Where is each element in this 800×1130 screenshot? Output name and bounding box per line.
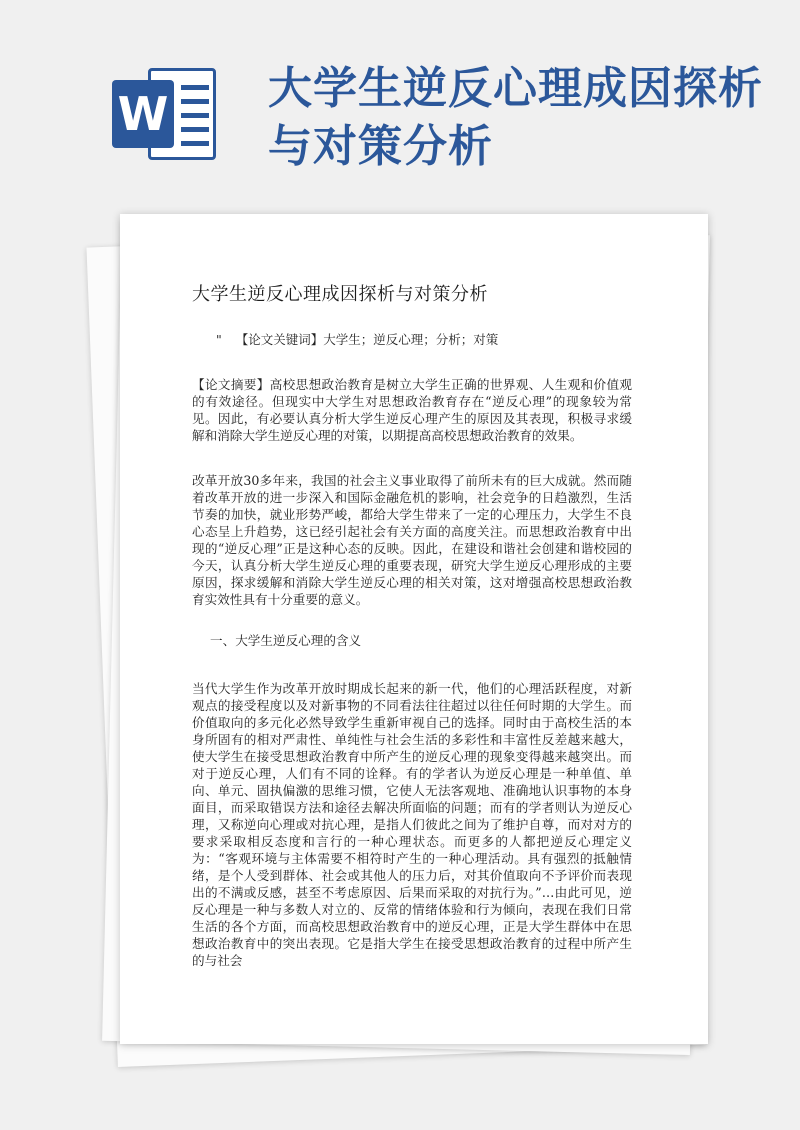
text-line-icon	[181, 141, 209, 146]
document-title: 大学生逆反心理成因探析与对策分析	[192, 284, 488, 305]
keywords-line	[216, 330, 498, 348]
quote-mark: "	[216, 332, 222, 347]
text-line-icon	[181, 113, 209, 118]
abstract-paragraph: 【论文摘要】高校思想政治教育是树立大学生正确的世界观、人生观和价值观的有效途径。但现实中大学生对思想政治教育存在“逆反心理”的现象较为常见。因此，有必要认真分析大学生逆反心理产生的原因及其表现，积极寻求缓解和消除大学生逆反心理的对策，以期提高高校思想政治教育的效果。	[192, 377, 632, 443]
section-heading: 一、大学生逆反心理的含义	[210, 633, 362, 648]
text-line-icon	[181, 99, 209, 104]
document-page	[120, 214, 708, 1044]
intro-paragraph: 改革开放30多年来，我国的社会主义事业取得了前所未有的巨大成就。然而随着改革开放的进一步深入和国际金融危机的影响，社会竞争的日趋激烈，生活节奏的加快，就业形势严峻，都给大学生带来了一定的心理压力，大学生不良心态呈上升趋势，这已经引起社会有关方面的高度关注。而思想政治教育中出现的“逆反心理”正是这种心态的反映。因此，在建设和谐社会创建和谐校园的今天，认真分析大学生逆反心理的重要表现，研究大学生逆反心理形成的主要原因，探求缓解和消除大学生逆反心理的相关对策，这对增强高校思想政治教育实效性具有十分重要的意义。	[192, 473, 632, 607]
text-line-icon	[181, 85, 209, 90]
word-document-icon	[112, 68, 220, 160]
keywords-text: 【论文关键词】大学生；逆反心理；分析；对策	[235, 332, 499, 347]
text-line-icon	[181, 127, 209, 132]
word-w-badge: W	[112, 80, 174, 148]
page-title: 大学生逆反心理成因探析与对策分析	[268, 63, 763, 172]
body-paragraph: 当代大学生作为改革开放时期成长起来的新一代，他们的心理活跃程度，对新观点的接受程度以及对新事物的不同看法往往超过以往任何时期的大学生。而价值取向的多元化必然导致学生重新审视自己的选择。同时由于高校生活的本身所固有的相对严肃性、单纯性与社会生活的多彩性和丰富性反差越来越大，使大学生在接受思想政治教育中所产生的逆反心理的现象变得越来越突出。而对于逆反心理，人们有不同的诠释。有的学者认为逆反心理是一种单值、单向、单元、固执偏激的思维习惯，它使人无法客观地、准确地认识事物的本身面目，而采取错误方法和途径去解决所面临的问题；而有的学者则认为逆反心理，又称逆向心理或对抗心理，是指人们彼此之间为了维护自尊，而对对方的要求采取相反态度和言行的一种心理状态。而更多的人都把逆反心理定义为：“客观环境与主体需要不相符时产生的一种心理活动。具有强烈的抵触情绪，是个人受到群体、社会或其他人的压力后，对其价值取向不予评价而表现出的不满或反感，甚至不考虑原因、后果而采取的对抗行为。”…由此可见，逆反心理是一种与多数人对立的、反常的情绪体验和行为倾向，表现在我们日常生活的各个方面，而高校思想政治教育中的逆反心理，正是大学生群体中在思想政治教育中的突出表现。它是指大学生在接受思想政治教育的过程中所产生的与社会	[192, 681, 632, 968]
